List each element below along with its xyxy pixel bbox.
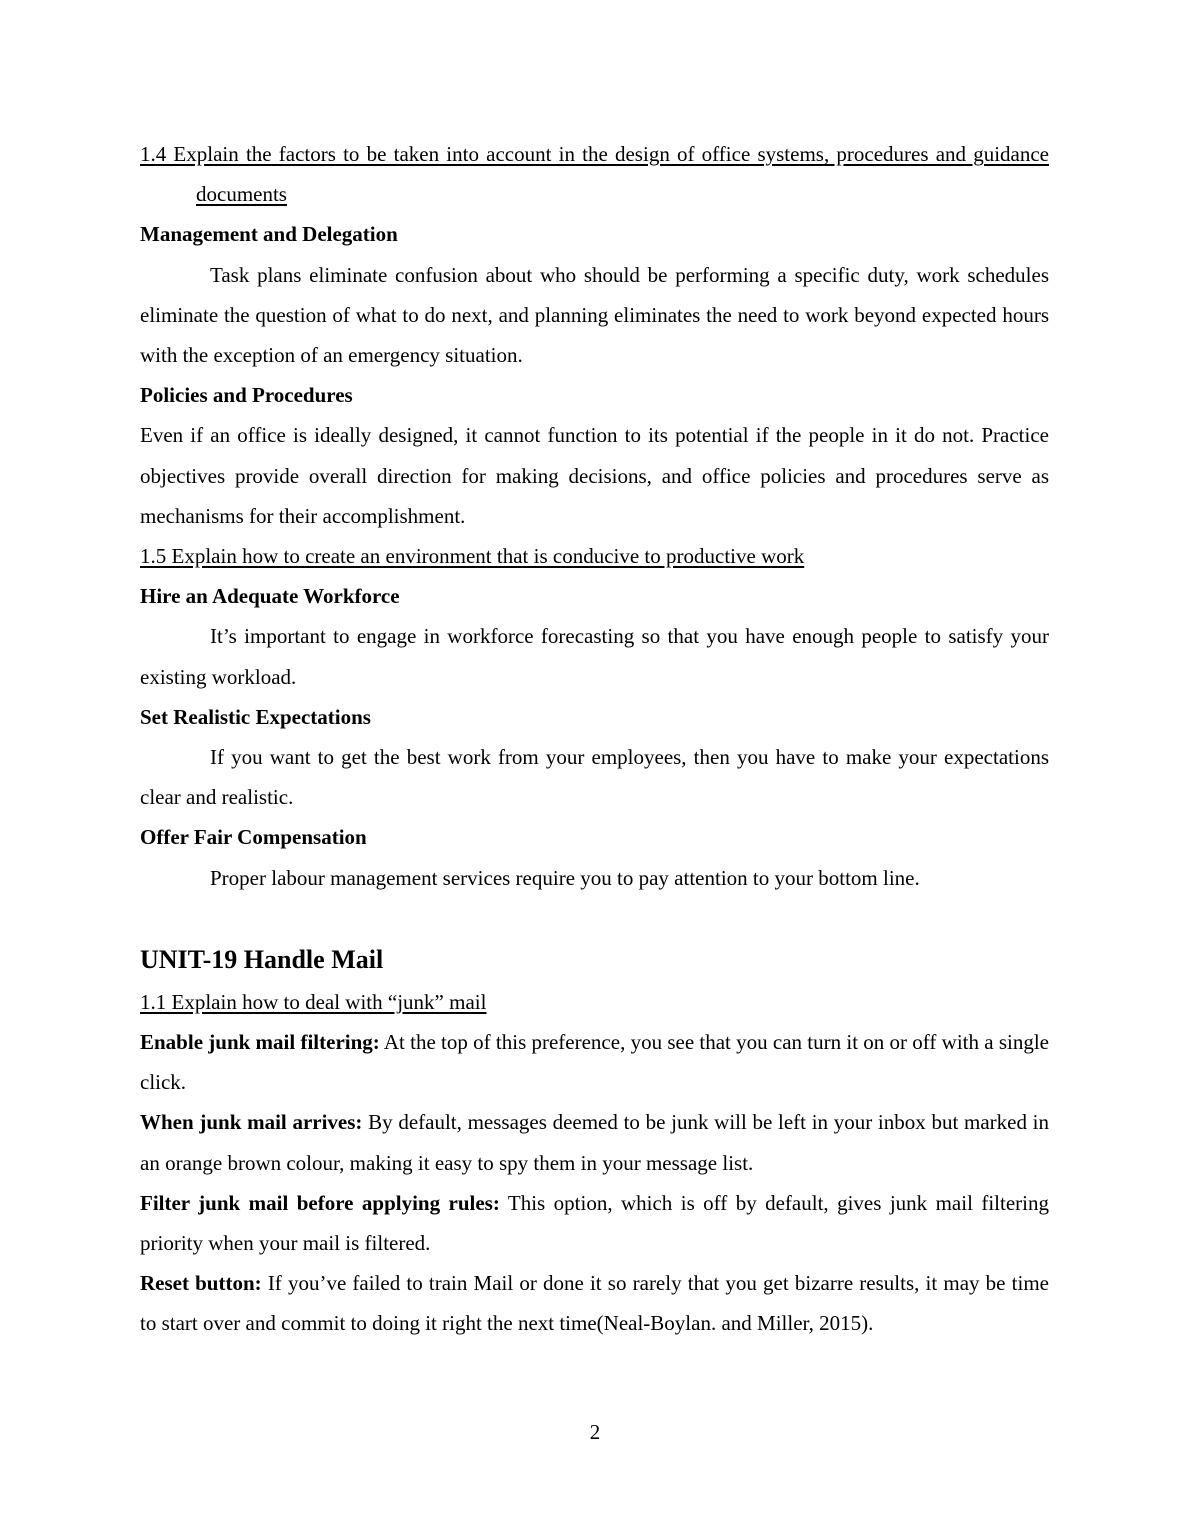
junk-item-text: This option, which is off by default, gives junk mail filtering priority when your mail is filtered. <box>140 1190 1049 1256</box>
section-1-1-heading <box>140 982 1049 1022</box>
policies-procedures-title: Policies and Procedures <box>140 383 353 408</box>
junk-item-label: Reset button: <box>140 1271 262 1296</box>
hire-workforce-title: Hire an Adequate Workforce <box>140 584 400 609</box>
realistic-expectations-body: If you want to get the best work from your employees, then you have to make your expectations clear and realistic. <box>140 745 1049 810</box>
section-1-4-heading-text: 1.4 Explain the factors to be taken into account in the design of office systems, procedures and guidance documents <box>140 142 1049 207</box>
unit-19-title: UNIT-19 Handle Mail <box>140 944 384 974</box>
page-number: 2 <box>589 1420 601 1444</box>
junk-item-enable-filtering <box>140 1022 1049 1102</box>
junk-item-text: By default, messages deemed to be junk will be left in your inbox but marked in an orange brown colour, making it easy to spy them in your message list. <box>140 1110 1049 1175</box>
junk-item-when-arrives <box>140 1102 1049 1182</box>
management-delegation-body: Task plans eliminate confusion about who should be performing a specific duty, work schedules eliminate the question of what to do next, and planning eliminates the need to work beyond expected hours with the exception of an emergency situation. <box>140 262 1049 368</box>
fair-compensation-title: Offer Fair Compensation <box>140 825 367 850</box>
junk-item-filter-before-rules <box>140 1183 1049 1263</box>
junk-item-text: If you’ve failed to train Mail or done it so rarely that you get bizarre results, it may be time to start over and commit to doing it right the next time(Neal-Boylan. and Miller, 2015). <box>140 1271 1049 1336</box>
junk-item-label: When junk mail arrives: <box>140 1110 363 1135</box>
hire-workforce-body: It’s important to engage in workforce forecasting so that you have enough people to satisfy your existing workload. <box>140 624 1049 689</box>
section-1-4-heading <box>140 134 1049 214</box>
management-delegation-title: Management and Delegation <box>140 222 398 247</box>
realistic-expectations-title: Set Realistic Expectations <box>140 704 371 729</box>
section-1-1-heading-text: 1.1 Explain how to deal with “junk” mail <box>140 989 487 1014</box>
junk-item-text: At the top of this preference, you see that you can turn it on or off with a single click. <box>140 1030 1049 1095</box>
junk-item-reset-button <box>140 1263 1049 1343</box>
policies-procedures-body: Even if an office is ideally designed, it cannot function to its potential if the people in it do not. Practice objectives provide overall direction for making decisions, and office policies and procedures serve as mechanisms for their accomplishment. <box>140 423 1049 528</box>
section-1-5-heading <box>140 536 1049 576</box>
document-page <box>140 134 1049 1344</box>
fair-compensation-body: Proper labour management services require you to pay attention to your bottom line. <box>210 865 920 890</box>
junk-item-label: Enable junk mail filtering: <box>140 1030 380 1055</box>
section-1-5-heading-text: 1.5 Explain how to create an environment that is conducive to productive work <box>140 544 805 569</box>
junk-item-label: Filter junk mail before applying rules: <box>140 1190 500 1215</box>
